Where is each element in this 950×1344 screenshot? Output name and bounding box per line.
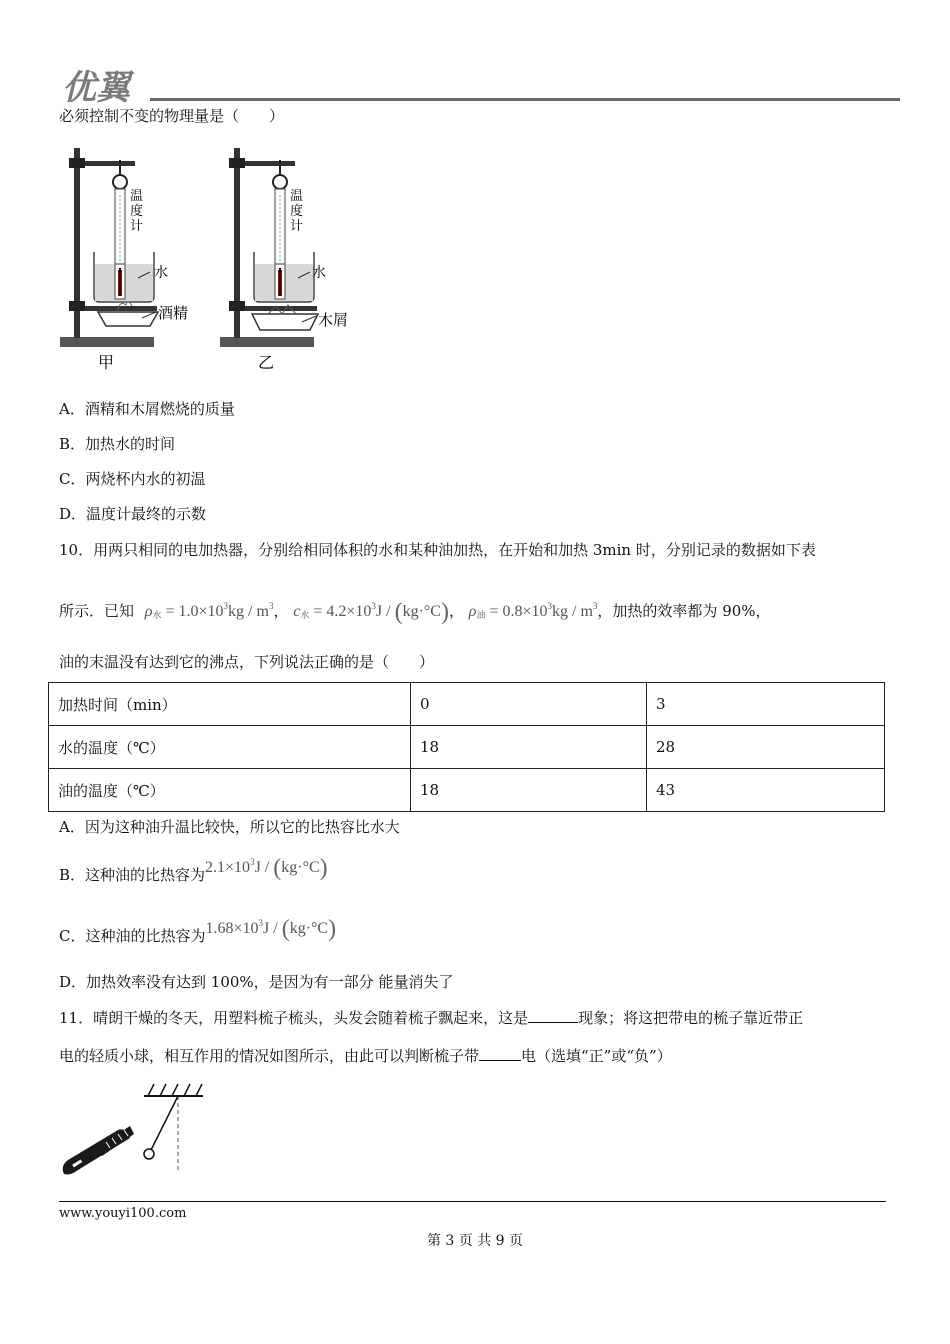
table-row (49, 683, 885, 726)
q10-sep1: ， (273, 602, 289, 620)
apparatus-yi (220, 148, 348, 372)
q9-option-c: C．两烧杯内水的初温 (59, 470, 206, 488)
table-row (49, 726, 885, 769)
q10-data-table (48, 682, 885, 812)
label-water-yi: 水 (312, 265, 326, 281)
answer-blank-2[interactable] (479, 1046, 521, 1061)
q10-option-d: D．加热效率没有达到 100%，是因为有一部分 能量消失了 (59, 973, 454, 991)
q10-line2-prefix: 所示．已知 (59, 602, 135, 620)
answer-blank-1[interactable] (528, 1008, 578, 1023)
q9-figure (58, 140, 368, 375)
table-cell: 28 (647, 726, 885, 769)
formula-c-water: $c_水 = 4.2\times 10^3J / (kg\cdot^\circ C)$ (293, 599, 449, 625)
q10-option-c (59, 916, 337, 947)
q10-line2-suffix: ，加热的效率都为 90%， (597, 602, 771, 620)
header-rule (150, 98, 900, 101)
label-sawdust: 木屑 (318, 311, 349, 329)
q11-line2-text-a: 电的轻质小球，相互作用的情况如图所示，由此可以判断梳子带 (59, 1047, 480, 1065)
q11-line1-text-b: 现象；将这把带电的梳子靠近带正 (578, 1009, 804, 1027)
table-row (49, 769, 885, 812)
table-cell: 加热时间（min） (49, 683, 411, 726)
table-cell: 18 (411, 726, 647, 769)
q10-line3: 油的末温没有达到它的沸点，下列说法正确的是（ ） (59, 653, 435, 671)
q10-option-a: A．因为这种油升温比较快，所以它的比热容比水大 (59, 818, 400, 836)
label-water-jia: 水 (154, 265, 168, 281)
table-cell: 油的温度（℃） (49, 769, 411, 812)
q11-line1-text-a: 11．晴朗干燥的冬天，用塑料梳子梳头，头发会随着梳子飘起来，这是 (59, 1009, 529, 1027)
q11-figure (58, 1078, 218, 1183)
page-number: 第 3 页 共 9 页 (426, 1233, 524, 1249)
header-logo (60, 66, 200, 110)
table-cell: 3 (647, 683, 885, 726)
footer-rule (59, 1201, 886, 1202)
label-alcohol: 酒精 (158, 304, 189, 322)
table-cell: 18 (411, 769, 647, 812)
q9-option-d: D．温度计最终的示数 (59, 505, 207, 523)
q9-option-a: A．酒精和木屑燃烧的质量 (59, 400, 235, 418)
q10-line2 (59, 596, 771, 625)
formula-rho-water: $\rho_水 = 1.0\times 10^3kg / m^3$ (144, 601, 274, 620)
label-thermometer-yi: 温度计 (290, 189, 304, 234)
logo-text: 优翼 (62, 68, 130, 106)
comb-icon (63, 1126, 134, 1175)
label-thermometer-jia: 温度计 (130, 189, 144, 234)
table-cell: 0 (411, 683, 647, 726)
formula-option-b: $2.1\times 10^3J / (kg\cdot^\circ C)$ (205, 855, 328, 881)
table-cell: 水的温度（℃） (49, 726, 411, 769)
q10-sep2: ， (448, 602, 464, 620)
pendulum-string (151, 1096, 178, 1150)
caption-jia: 甲 (98, 353, 115, 372)
q10-option-b-text: B．这种油的比热容为 (59, 866, 206, 884)
q11-line2 (59, 1046, 672, 1066)
q10-line1: 10．用两只相同的电加热器，分别给相同体积的水和某种油加热，在开始和加热 3min 时，分别记录的数据如下表 (59, 541, 816, 559)
formula-rho-oil: $\rho_油 = 0.8\times 10^3kg / m^3$ (468, 601, 598, 620)
ceiling-support (144, 1084, 203, 1096)
q11-line1 (59, 1008, 803, 1028)
charged-ball (144, 1149, 154, 1159)
q9-stem-tail: 必须控制不变的物理量是（ ） (59, 107, 285, 125)
table-cell: 43 (647, 769, 885, 812)
q10-option-c-text: C．这种油的比热容为 (59, 927, 206, 945)
formula-option-c: $1.68\times 10^3J / (kg\cdot^\circ C)$ (205, 916, 337, 942)
caption-yi: 乙 (258, 353, 275, 372)
q9-option-b: B．加热水的时间 (59, 435, 176, 453)
q11-line2-text-b: 电（选填“正”或“负”） (521, 1047, 672, 1065)
footer-url[interactable]: www.youyi100.com (59, 1206, 187, 1221)
apparatus-jia (60, 148, 188, 372)
q10-option-b (59, 855, 328, 886)
